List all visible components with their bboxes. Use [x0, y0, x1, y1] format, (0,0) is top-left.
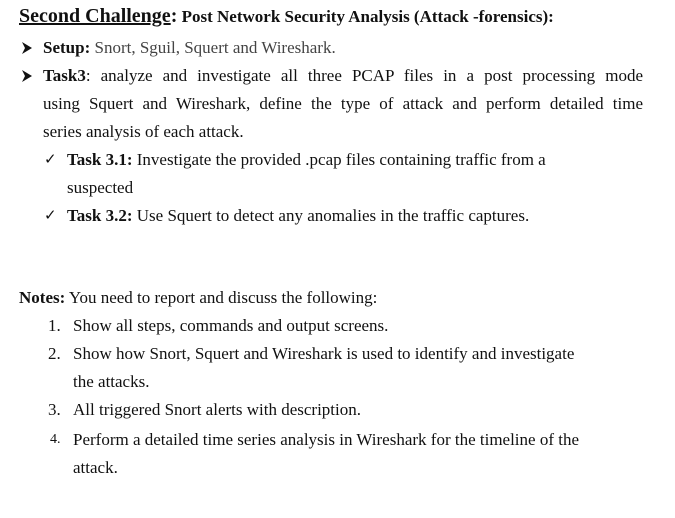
notes-item — [48, 316, 648, 336]
notes-label: Notes: — [19, 288, 66, 307]
list-number: 4. — [50, 432, 61, 447]
setup-line — [43, 38, 336, 58]
list-number: 3. — [48, 400, 61, 419]
notes-item-text: Perform a detailed time series analysis in Wireshark for the timeline of the — [73, 430, 580, 449]
subtask-3-1-label: Task 3.1: — [67, 150, 133, 169]
task3-label: Task3 — [43, 66, 86, 85]
challenge-subtitle: Post Network Security Analysis (Attack -forensics): — [177, 7, 554, 26]
challenge-heading — [19, 5, 554, 28]
subtask-3-1 — [44, 150, 644, 198]
subtask-3-2 — [44, 206, 644, 226]
notes-item — [48, 344, 648, 392]
setup-label: Setup: — [43, 38, 91, 57]
checkmark-icon: ✓ — [44, 208, 57, 224]
task3-line-2: using Squert and Wireshark, define the type of attack and perform detailed time — [43, 94, 643, 113]
subtask-3-1-line-2: suspected — [67, 178, 134, 197]
notes-item-text: Show how Snort, Squert and Wireshark is used to identify and investigate — [73, 344, 575, 363]
notes-intro-text: You need to report and discuss the following: — [65, 288, 378, 307]
notes-item — [48, 400, 648, 420]
subtask-3-1-line-1 — [67, 150, 546, 170]
arrow-bullet-icon — [21, 38, 33, 58]
arrow-bullet-icon — [21, 66, 33, 86]
task3-line-3: series analysis of each attack. — [43, 122, 244, 141]
notes-item-text-continued: attack. — [73, 458, 118, 477]
notes-item-text-continued: the attacks. — [73, 372, 150, 391]
task3-text-1: : analyze and investigate all three PCAP files in a post processing mode — [85, 66, 643, 85]
challenge-title: Second Challenge — [19, 5, 171, 27]
notes-item-text: Show all steps, commands and output screens. — [73, 316, 389, 335]
notes-item — [48, 430, 648, 478]
list-number: 2. — [48, 344, 61, 363]
subtask-3-2-text: Use Squert to detect any anomalies in the traffic captures. — [132, 206, 530, 225]
subtask-3-2-label: Task 3.2: — [67, 206, 133, 225]
notes-intro — [19, 288, 377, 308]
list-number: 1. — [48, 316, 61, 335]
setup-bullet — [21, 38, 661, 58]
challenge-title-colon: : — [170, 5, 178, 27]
task3-bullet — [21, 66, 661, 146]
subtask-3-1-text: Investigate the provided .pcap files containing traffic from a — [132, 150, 546, 169]
subtask-3-2-line-1 — [67, 206, 529, 226]
task3-line-1 — [43, 66, 643, 86]
notes-item-text: All triggered Snort alerts with description. — [73, 400, 361, 419]
setup-text: Snort, Sguil, Squert and Wireshark. — [90, 38, 336, 57]
checkmark-icon: ✓ — [44, 152, 57, 168]
